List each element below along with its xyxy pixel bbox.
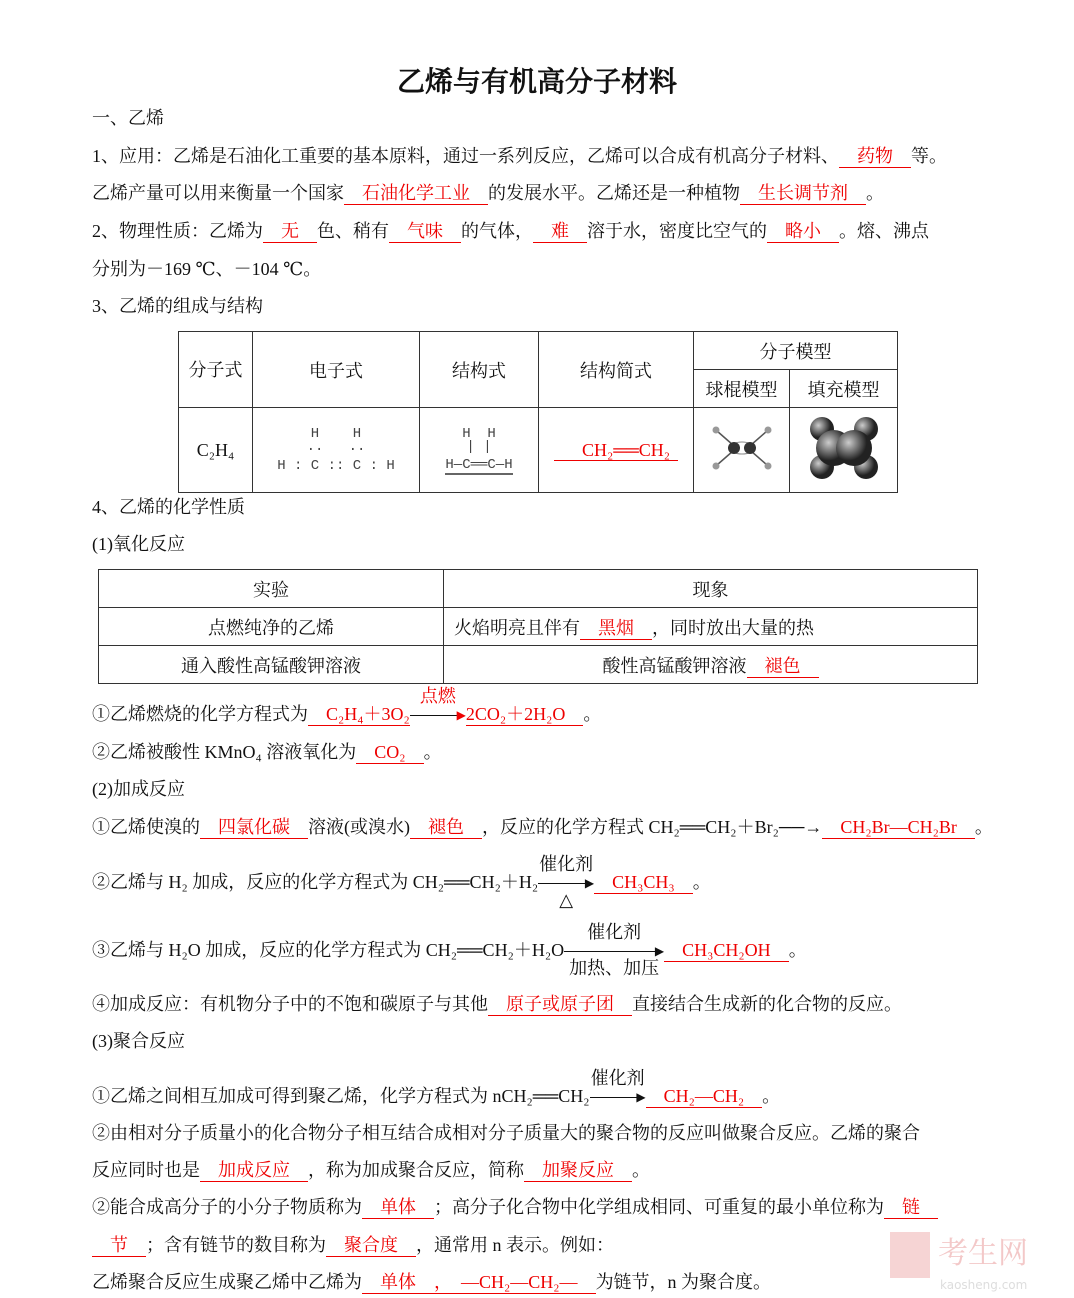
answer-blank: 聚合度 [326, 1234, 416, 1257]
text-line [92, 853, 711, 910]
space-filling-model-icon [808, 415, 880, 481]
reaction-condition: 催化剂 [587, 921, 642, 942]
text-line [92, 495, 245, 519]
text-line [92, 1067, 781, 1108]
answer-blank: 节 [92, 1234, 146, 1257]
answer-blank: 石油化学工业 [344, 182, 488, 205]
structural-formula: H H | | H—C══C—H [420, 408, 539, 493]
text-line [92, 144, 947, 168]
answer-blank: 单体 [362, 1196, 434, 1219]
text-line [92, 294, 263, 318]
reaction-arrow: ▶ 催化剂 加热、加压 [564, 940, 664, 964]
text-line [92, 1121, 920, 1145]
electron-dots: ·· ·· [306, 442, 366, 458]
watermark [890, 1228, 1028, 1292]
text: 等。 [911, 146, 947, 166]
text: ；高分子化合物中化学组成相同、可重复的最小单位称为 [434, 1197, 884, 1217]
text: 。 [974, 817, 993, 837]
formula-cell: C₂H₄ [179, 408, 253, 493]
text: 。 [788, 940, 807, 960]
text: ；含有链节的数目称为 [146, 1235, 326, 1255]
space-filling-model-image [790, 408, 898, 493]
answer-blank: 单体 ， —CH₂—CH₂— [362, 1271, 596, 1294]
text: ②乙烯与 H₂ 加成，反应的化学方程式为 CH₂══CH₂＋H₂ [92, 872, 539, 892]
answer-blank: 药物 [839, 145, 911, 168]
text: ，通常用 n 表示。例如： [416, 1235, 614, 1255]
reaction-arrow: ▶ 催化剂 [590, 1086, 646, 1110]
reaction-condition-below: 加热、加压 [569, 957, 660, 978]
electron-main: H : C :: C : H [277, 458, 395, 474]
text: 4、乙烯的化学性质 [92, 497, 245, 517]
answer-blank: 加成反应 [200, 1159, 308, 1182]
oxidation-table [98, 569, 978, 684]
text: 直接结合生成新的化合物的反应。 [632, 994, 902, 1014]
text-line [92, 1195, 938, 1219]
text: ④加成反应：有机物分子中的不饱和碳原子与其他 [92, 994, 488, 1014]
answer-blank: 链 [884, 1196, 938, 1219]
text: ①乙烯燃烧的化学方程式为 [92, 704, 308, 724]
text: (3)聚合反应 [92, 1031, 185, 1051]
text: 溶液(或溴水) [308, 817, 410, 837]
text-line [92, 815, 993, 839]
answer-blank: 黑烟 [580, 617, 652, 640]
answer-blank: CH₃CH₃ [594, 871, 693, 894]
text: 溶于水，密度比空气的 [587, 221, 767, 241]
structure-table [178, 331, 898, 493]
answer-blank: 褪色 [747, 655, 819, 678]
text: 2、物理性质：乙烯为 [92, 221, 263, 241]
text: 分别为－169 ℃、－104 ℃。 [92, 259, 322, 279]
text-line [92, 1158, 650, 1182]
header-phenomenon: 现象 [444, 570, 978, 608]
electron-formula [253, 408, 420, 493]
page-title: 乙烯与有机高分子材料 [396, 65, 677, 98]
text: 反应同时也是 [92, 1160, 200, 1180]
header-simplified: 结构简式 [539, 332, 694, 408]
answer-blank: CH₃CH₂OH [664, 939, 789, 962]
phenomenon-cell [444, 646, 978, 684]
text: 。 [866, 183, 884, 203]
text-line [92, 685, 602, 726]
text: 。 [692, 872, 711, 892]
answer-blank: 难 [533, 220, 587, 243]
text: ③乙烯与 H₂O 加成，反应的化学方程式为 CH₂══CH₂＋H₂O [92, 940, 565, 960]
text: 3、乙烯的组成与结构 [92, 296, 263, 316]
watermark-brand: 考生网 [938, 1236, 1028, 1271]
text: (2)加成反应 [92, 779, 185, 799]
text: 1、应用：乙烯是石油化工重要的基本原料，通过一系列反应，乙烯可以合成有机高分子材料、 [92, 146, 839, 166]
text: ，称为加成聚合反应，简称 [308, 1160, 524, 1180]
answer-blank: 气味 [389, 220, 461, 243]
text: 。 [762, 1086, 781, 1106]
reaction-condition-below: △ [559, 889, 574, 910]
phenomenon-text: 酸性高锰酸钾溶液 [602, 655, 747, 676]
text-line [92, 1233, 614, 1257]
answer-blank: 四氯化碳 [200, 816, 308, 839]
phenomenon-cell [444, 608, 978, 646]
table-row [99, 646, 978, 684]
header-ball-stick: 球棍模型 [694, 370, 790, 408]
text: 。 [632, 1160, 650, 1180]
header-formula: 分子式 [179, 332, 253, 408]
text: ①乙烯使溴的 [92, 817, 200, 837]
text-line [92, 532, 185, 556]
watermark-url: kaosheng.com [940, 1277, 1028, 1292]
text-line [92, 181, 884, 205]
answer-blank: 无 [263, 220, 317, 243]
text: 的发展水平。乙烯还是一种植物 [488, 183, 740, 203]
text: ，反应的化学方程式 CH₂══CH₂＋Br₂──→ [482, 817, 823, 837]
text: 为链节，n 为聚合度。 [595, 1272, 772, 1292]
reaction-condition: 催化剂 [590, 1067, 645, 1088]
reaction-condition: 催化剂 [539, 853, 594, 874]
text-line [92, 219, 929, 243]
answer-blank: 生长调节剂 [740, 182, 866, 205]
ball-stick-model-image [694, 408, 790, 493]
answer-blank: CO₂ [356, 741, 423, 764]
header-structural: 结构式 [420, 332, 539, 408]
text-line [92, 257, 321, 281]
struct-main: H—C══C—H [445, 456, 513, 473]
ball-stick-model-icon [707, 423, 777, 473]
text-line [92, 1270, 771, 1294]
reaction-arrow: ▶ 催化剂 △ [538, 872, 594, 896]
reaction-arrow: ▶ 点燃 [410, 704, 466, 728]
answer-blank: 2CO₂＋2H₂O [466, 703, 584, 726]
text: ②乙烯被酸性 KMnO₄ 溶液氧化为 [92, 742, 357, 762]
simplified-formula [539, 408, 694, 493]
text: 色、稍有 [317, 221, 389, 241]
text: ②能合成高分子的小分子物质称为 [92, 1197, 362, 1217]
electron-top: H H [310, 426, 362, 442]
text-line [92, 1029, 185, 1053]
text: 乙烯聚合反应生成聚乙烯中乙烯为 [92, 1272, 362, 1292]
struct-top: H H [462, 425, 496, 442]
text: 。 [423, 742, 442, 762]
answer-blank: CH₂—CH₂ [646, 1085, 763, 1108]
text-line [92, 777, 185, 801]
answer-blank: CH₂Br—CH₂Br [822, 816, 975, 839]
phenomenon-text: ，同时放出大量的热 [652, 617, 814, 638]
header-model: 分子模型 [694, 332, 898, 370]
text-line [92, 740, 442, 764]
phenomenon-text: 火焰明亮且伴有 [454, 617, 580, 638]
text: ①乙烯之间相互加成可得到聚乙烯，化学方程式为 nCH₂══CH₂ [92, 1086, 590, 1106]
answer-blank: C₂H₄＋3O₂ [308, 703, 410, 726]
text: ②由相对分子质量小的化合物分子相互结合成相对分子质量大的聚合物的反应叫做聚合反应。乙烯的聚合 [92, 1123, 920, 1143]
watermark-logo-icon [890, 1232, 930, 1278]
answer-blank: 褪色 [410, 816, 482, 839]
text-line [92, 106, 164, 130]
text: 乙烯产量可以用来衡量一个国家 [92, 183, 344, 203]
answer-blank: 加聚反应 [524, 1159, 632, 1182]
header-electron: 电子式 [253, 332, 420, 408]
text-line [92, 992, 902, 1016]
experiment-cell: 通入酸性高锰酸钾溶液 [99, 646, 444, 684]
text: (1)氧化反应 [92, 534, 185, 554]
reaction-condition: 点燃 [419, 685, 456, 706]
simplified-answer: CH₂══CH₂ [554, 440, 678, 461]
header-experiment: 实验 [99, 570, 444, 608]
text: 一、乙烯 [92, 108, 164, 128]
text: 。熔、沸点 [839, 221, 929, 241]
answer-blank: 略小 [767, 220, 839, 243]
experiment-cell: 点燃纯净的乙烯 [99, 608, 444, 646]
text: 。 [583, 704, 602, 724]
table-row [99, 608, 978, 646]
text: 的气体， [461, 221, 533, 241]
text-line [92, 921, 807, 978]
answer-blank: 原子或原子团 [488, 993, 632, 1016]
header-space-filling: 填充模型 [790, 370, 898, 408]
